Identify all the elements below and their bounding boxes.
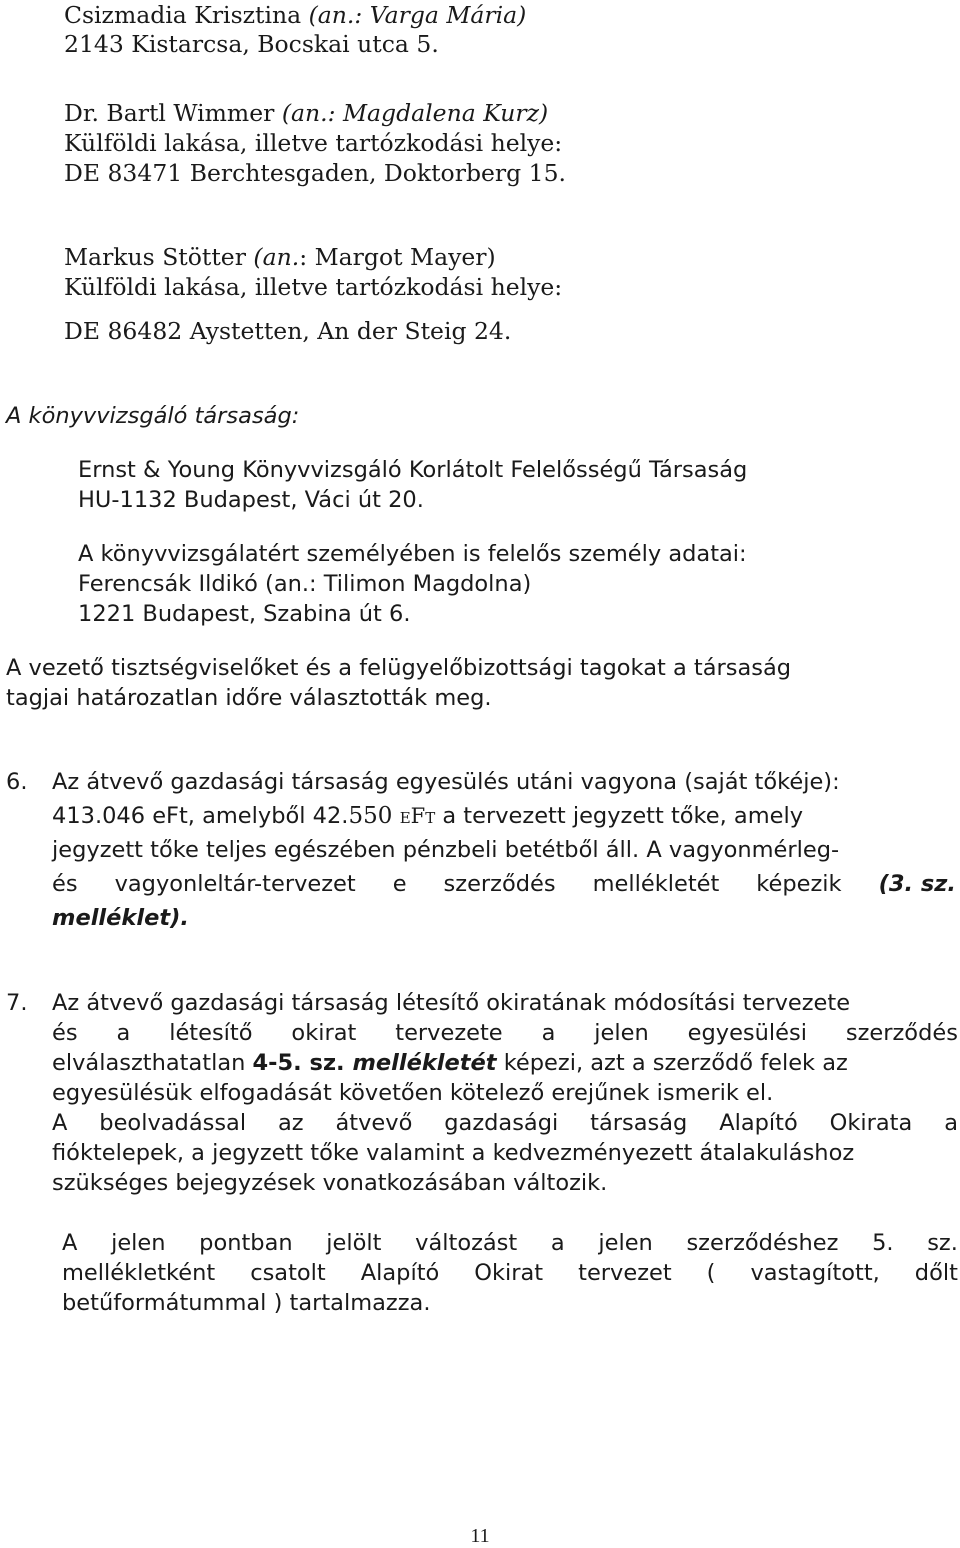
section7-l3d: képezi, azt a szerződő felek az bbox=[496, 1050, 848, 1076]
section7-l2-word: tervezete bbox=[395, 1020, 503, 1046]
section7-line-1: Az átvevő gazdasági társaság létesítő okiratának módosítási tervezete bbox=[52, 990, 851, 1016]
section6-l4-word: vagyonleltár-tervezet bbox=[114, 871, 356, 897]
section7-line-4: egyesülésük elfogadását követően kötelező erejűnek ismerik el. bbox=[52, 1080, 774, 1106]
closing-l2-word: tervezet bbox=[578, 1260, 672, 1286]
section7-l2-word: egyesülési bbox=[687, 1020, 807, 1046]
closing-l1-word: A bbox=[62, 1230, 78, 1256]
section7-l5-word: Alapító bbox=[719, 1110, 798, 1136]
section7-line-7: szükséges bejegyzések vonatkozásában változik. bbox=[52, 1170, 608, 1196]
section7-l5-word: beolvadással bbox=[99, 1110, 247, 1136]
closing-l2-word: mellékletként bbox=[62, 1260, 216, 1286]
section6-line-1: Az átvevő gazdasági társaság egyesülés utáni vagyona (saját tőkéje): bbox=[52, 769, 840, 795]
section7-line-5 bbox=[52, 1112, 958, 1135]
member3-name: Markus Stötter bbox=[64, 243, 254, 271]
section6-l4-word: e bbox=[392, 871, 407, 897]
closing-l2-word: Okirat bbox=[474, 1260, 544, 1286]
auditor-firm: Ernst & Young Könyvvizsgáló Korlátolt Felelősségű Társaság bbox=[78, 457, 748, 483]
closing-l1-word: 5. bbox=[872, 1230, 894, 1256]
closing-l2-word: ( bbox=[706, 1260, 716, 1286]
auditor-heading: A könyvvizsgáló társaság: bbox=[6, 403, 300, 429]
section7-l2-word: a bbox=[116, 1020, 131, 1046]
section7-l2-word: szerződés bbox=[845, 1020, 958, 1046]
closing-l1-word: sz. bbox=[927, 1230, 958, 1256]
member3-mother-b: : Margot Mayer) bbox=[299, 243, 496, 271]
section6-l4-word: képezik bbox=[756, 871, 842, 897]
member2-name: Dr. Bartl Wimmer bbox=[64, 99, 282, 127]
auditor-person-label: A könyvvizsgálatért személyében is felelős személy adatai: bbox=[78, 541, 747, 567]
section7-l2-word: jelen bbox=[594, 1020, 649, 1046]
section6-line-5: melléklet). bbox=[52, 905, 189, 931]
member1-line bbox=[64, 1, 527, 29]
closing-l1-word: jelen bbox=[598, 1230, 653, 1256]
section7-line-2 bbox=[52, 1022, 958, 1045]
page-number: 11 bbox=[470, 1525, 490, 1547]
section7-l5-word: társaság bbox=[590, 1110, 688, 1136]
auditor-person-address: 1221 Budapest, Szabina út 6. bbox=[78, 601, 411, 627]
section7-annex-word: mellékletét bbox=[352, 1050, 497, 1076]
section7-line-3 bbox=[52, 1052, 848, 1075]
auditor-firm-address: HU-1132 Budapest, Váci út 20. bbox=[78, 487, 424, 513]
member2-mother: (an.: Magdalena Kurz) bbox=[281, 99, 549, 127]
section6-l2d: a tervezett jegyzett tőke, amely bbox=[435, 803, 804, 829]
member3-residence-label: Külföldi lakása, illetve tartózkodási helye: bbox=[64, 273, 563, 301]
member1-mother: (an.: Varga Mária) bbox=[308, 1, 527, 29]
section6-annex-ref: (3. sz. bbox=[878, 871, 956, 897]
section6-l4-word: szerződés bbox=[443, 871, 556, 897]
closing-line-3: betűformátummal ) tartalmazza. bbox=[62, 1290, 431, 1316]
closing-l1-word: jelen bbox=[111, 1230, 166, 1256]
officers-line-1: A vezető tisztségviselőket és a felügyelőbizottsági tagokat a társaság bbox=[6, 655, 792, 681]
section6-line-2 bbox=[52, 805, 803, 828]
member3-mother-a: (an. bbox=[253, 243, 300, 271]
section6-l4-word: és bbox=[52, 871, 78, 897]
section6-line-4 bbox=[52, 873, 956, 896]
closing-l1-word: pontban bbox=[199, 1230, 293, 1256]
section6-l2a: 413.046 eFt, amelyből 42. bbox=[52, 803, 349, 829]
section6-number: 6. bbox=[6, 769, 28, 795]
member2-address: DE 83471 Berchtesgaden, Doktorberg 15. bbox=[64, 159, 567, 187]
closing-line-2 bbox=[62, 1262, 958, 1285]
section7-l5-word: gazdasági bbox=[444, 1110, 559, 1136]
section7-line-6: fióktelepek, a jegyzett tőke valamint a kedvezményezett átalakuláshoz bbox=[52, 1140, 855, 1166]
member2-line bbox=[64, 99, 549, 127]
closing-l2-word: vastagított, bbox=[750, 1260, 880, 1286]
member2-residence-label: Külföldi lakása, illetve tartózkodási helye: bbox=[64, 129, 563, 157]
closing-l1-word: jelölt bbox=[326, 1230, 382, 1256]
section7-l5-word: A bbox=[52, 1110, 68, 1136]
section7-number: 7. bbox=[6, 990, 28, 1016]
section6-l2b: 550 bbox=[348, 803, 400, 829]
closing-l2-word: csatolt bbox=[250, 1260, 326, 1286]
closing-l2-word: Alapító bbox=[360, 1260, 440, 1286]
closing-l1-word: változást bbox=[415, 1230, 518, 1256]
officers-line-2: tagjai határozatlan időre választották meg. bbox=[6, 685, 492, 711]
closing-l1-word: szerződéshez bbox=[686, 1230, 839, 1256]
member1-address: 2143 Kistarcsa, Bocskai utca 5. bbox=[64, 30, 439, 58]
member1-name: Csizmadia Krisztina bbox=[64, 1, 309, 29]
section7-l2-word: a bbox=[541, 1020, 556, 1046]
section7-l2-word: létesítő bbox=[169, 1020, 253, 1046]
closing-l1-word: a bbox=[550, 1230, 565, 1256]
section7-l5-word: átvevő bbox=[335, 1110, 413, 1136]
section7-l5-word: Okirata bbox=[829, 1110, 913, 1136]
auditor-person-name: Ferencsák Ildikó (an.: Tilimon Magdolna) bbox=[78, 571, 532, 597]
closing-l2-word: dőlt bbox=[914, 1260, 958, 1286]
section7-l5-word: a bbox=[944, 1110, 958, 1136]
section7-annex-ref: 4-5. sz. bbox=[252, 1050, 353, 1076]
section6-l4-word: mellékletét bbox=[592, 871, 720, 897]
section7-l2-word: okirat bbox=[291, 1020, 357, 1046]
member3-address: DE 86482 Aystetten, An der Steig 24. bbox=[64, 317, 512, 345]
section7-l2-word: és bbox=[52, 1020, 78, 1046]
section6-l2c: eFt bbox=[399, 804, 436, 828]
section6-line-3: jegyzett tőke teljes egészében pénzbeli betétből áll. A vagyonmérleg- bbox=[52, 837, 840, 863]
closing-line-1 bbox=[62, 1232, 958, 1255]
section7-l3a: elválaszthatatlan bbox=[52, 1050, 253, 1076]
section7-l5-word: az bbox=[278, 1110, 304, 1136]
member3-line bbox=[64, 243, 496, 271]
